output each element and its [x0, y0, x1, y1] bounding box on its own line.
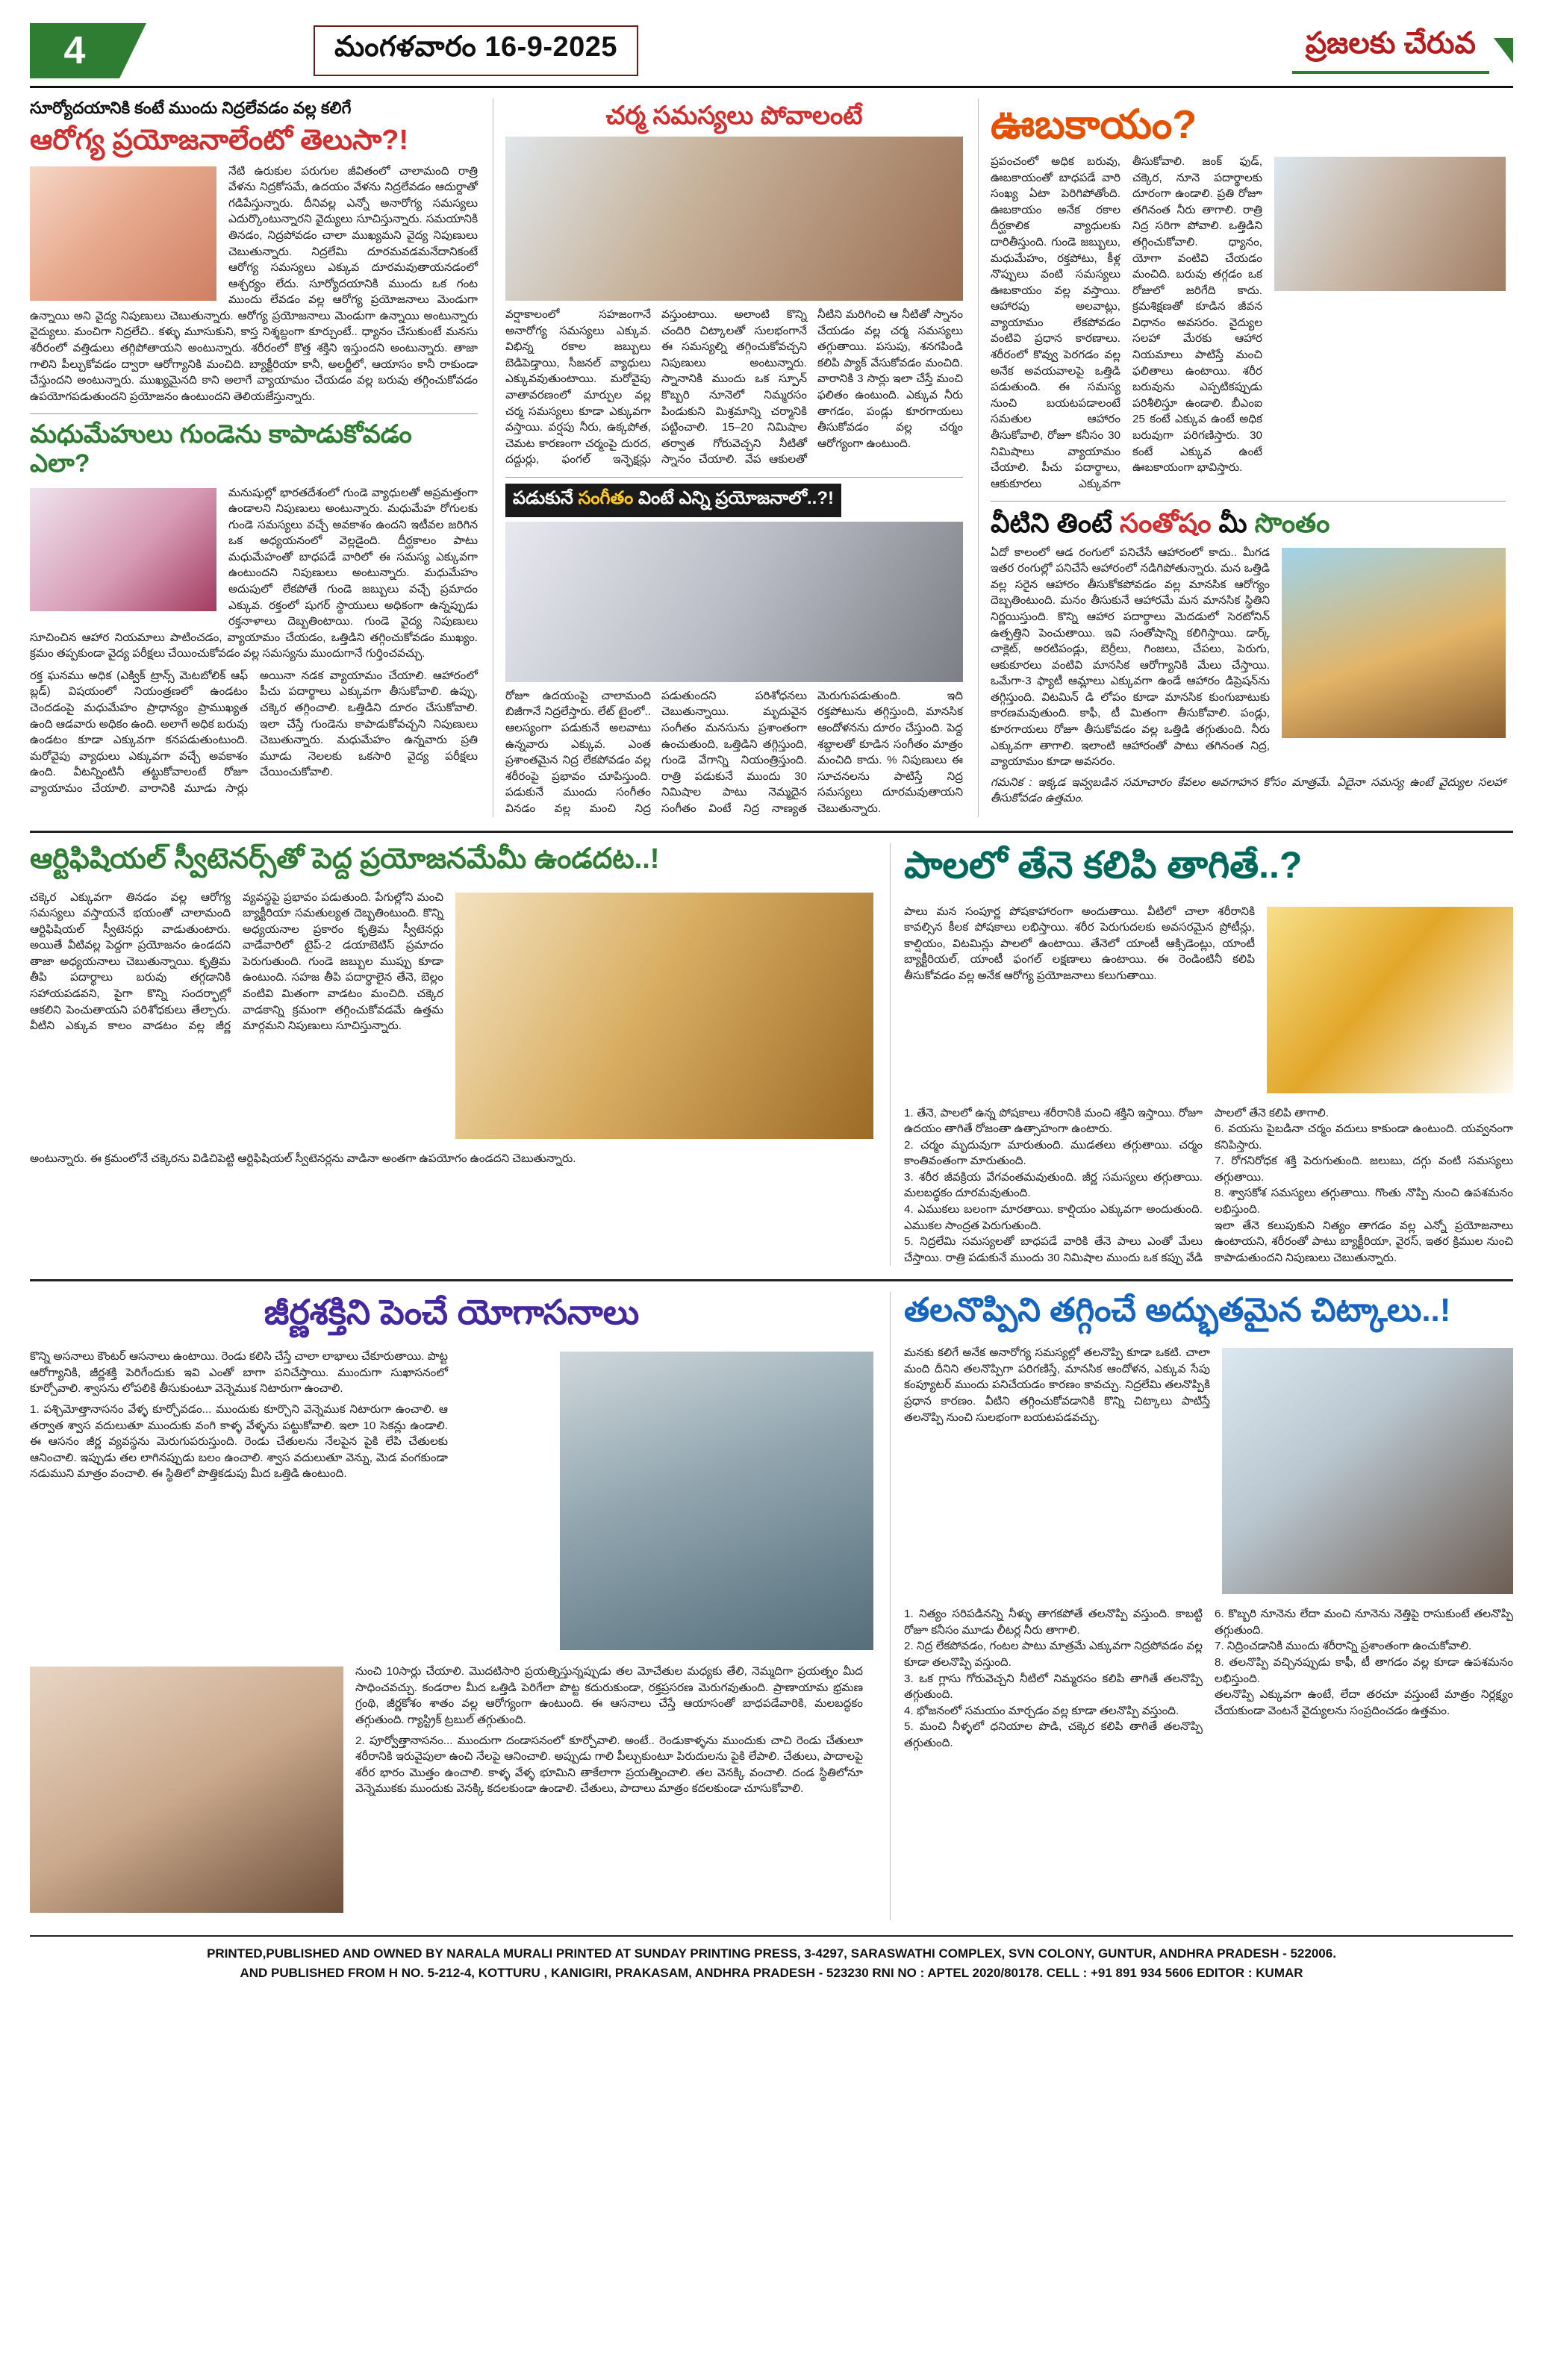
column-middle: [493, 99, 963, 817]
diabetes-headline: మధుమేహులు గుండెను కాపాడుకోవడం ఎలా?: [30, 420, 412, 478]
happy-body: ఏదో కాలంలో ఆడ రంగులో పనిచేసే ఆహారంలో కాదు.. మీగడ ఇతర రంగుల్లో పనిచేసే ఆహారంలో నడిగిపోతున్నారు. మన ఒత్తిడి వల్ల సరైన ఆహారం తీసుకోకపోవడం వల్ల మానసిక ఆరోగ్యం దెబ్బతింటుంది. మనం తీసుకునే ఆహారమే మన మానసిక స్థితిని నిర్ణయిస్తుంది. కొన్ని ఆహార పదార్థాలు మెదడులో సెరటోనిన్ ఉత్పత్తిని పెంచుతాయి. ఇవి సంతోషాన్ని కలిగిస్తాయి. డార్క్ చాక్లెట్, అరటిపండ్లు, బెర్రీలు, గింజలు, చేపలు, పెరుగు, ఆకుకూరలు వంటివి మానసిక ఆరోగ్యానికి మేలు చేస్తాయి. ఒమేగా-3 ఫ్యాటీ ఆమ్లాలు ఎక్కువగా ఉండే ఆహారం డిప్రెషన్‌ను తగ్గిస్తుంది. విటమిన్ డి లోపం కూడా మానసిక కుంగుబాటుకు కారణమవుతుంది. కాఫీ, టీ మితంగా తీసుకోవాలి. పండ్లు, కూరగాయలు రోజూ తీసుకోవడం వల్ల ఒత్తిడి తగ్గుతుంది. నీరు ఎక్కువగా తాగాలి. ఇలాంటి ఆహారంతో పాటు తగినంత నిద్ర, వ్యాయామం కూడా అవసరం.: [991, 546, 1270, 769]
obesity-body: ప్రపంచంలో అధిక బరువు, ఊబకాయంతో బాధపడే వారి సంఖ్య ఏటా పెరిగిపోతోంది. ఊబకాయం అనేక రకాల దీర్ఘకాలిక వ్యాధులకు దారితీస్తుంది. గుండె జబ్బులు, మధుమేహం, రక్తపోటు, కీళ్ల నొప్పులు వంటి సమస్యలు ఊబకాయం వల్ల వస్తాయి. ఆహారపు అలవాట్లు, వ్యాయామం లేకపోవడం వంటివి ప్రధాన కారణాలు. శరీరంలో కొవ్వు పెరగడం వల్ల అనేక అవయవాలపై ఒత్తిడి పడుతుంది. ఈ సమస్య నుంచి బయటపడాలంటే సమతుల ఆహారం తీసుకోవాలి, రోజూ కనీసం 30 నిమిషాలు వ్యాయామం చేయాలి. పీచు పదార్థాలు, ఆకుకూరలు ఎక్కువగా తీసుకోవాలి. జంక్ ఫుడ్, చక్కెర, నూనె పదార్థాలకు దూరంగా ఉండాలి. ప్రతి రోజూ తగినంత నీరు తాగాలి. రాత్రి నిద్ర సరిగా పోవాలి. ఒత్తిడిని తగ్గించుకోవాలి. ధ్యానం, యోగా వంటివి చేయడం మంచిది. బరువు తగ్గడం ఒక రోజులో జరిగేది కాదు. క్రమశిక్షణతో కూడిన జీవన విధానం అవసరం. వైద్యుల సలహా మేరకు ఆహార నియమాలు పాటిస్తే మంచి ఫలితాలు ఉంటాయి. శరీర బరువును ఎప్పటికప్పుడు పరిశీలిస్తూ ఉండాలి. బీఎంఐ 25 కంటే ఎక్కువ ఉంటే అధిక బరువుగా పరిగణిస్తారు. 30 కంటే ఎక్కువ ఉంటే ఊబకాయంగా భావిస్తారు.: [991, 155, 1262, 490]
article-headache: [890, 1292, 1513, 1920]
honey-point: 2. చర్మం మృదువుగా మారుతుంది. ముడతలు తగ్గుతాయి. చర్మం కాంతివంతంగా మారుతుంది.: [904, 1138, 1203, 1168]
sunrise-headline: ఆరోగ్య ప్రయోజనాలేంటో తెలుసా?!: [30, 125, 409, 156]
yoga-point: 2. పూర్వోత్తానాసనం... ముందుగా దండాసనంలో కూర్చోవాలి. అంటే.. రెండుకాళ్ళను ముందుకు చాచి రెండు చేతులూ శరీరానికి ఇరువైపులా ఉంచి నేలపై ఆనించాలి. అప్పుడు గాలి పీల్చుకుంటూ పిరుదులను పైకి లేపాలి. చేతులు, పాదాలపై శరీర భారం మొత్తం ఉంచాలి. కాళ్ళ వేళ్ళ భూమిని తాకేలాగా ప్రయత్నించాలి. తల వెనక్కి వంచాలి. దండ స్థితిలోనూ వెన్నెముకకు ముందుకు వెనక్కి కదలకుండా ఉండాలి. చేతులు, పాదాలు మాత్రం కదలకుండా చూసుకోవాలి.: [355, 1734, 863, 1796]
music-head-highlight: సంగీతం: [578, 487, 634, 508]
headache-point: 1. నిత్యం సరిపడినన్ని నీళ్ళు తాగకపోతే తలనొప్పి వస్తుంది. కాబట్టి రోజూ కనీసం మూడు లీటర్ల నీరు తాగాలి.: [904, 1608, 1203, 1637]
headache-headline: తలనొప్పిని తగ్గించే అద్భుతమైన చిట్కాలు..!: [904, 1292, 1451, 1329]
divider-3: [991, 501, 1506, 502]
sunrise-photo: [30, 166, 216, 301]
music-head-part1: పడుకునే: [513, 487, 579, 508]
diabetes-body-2: రక్త ఘనము అధిక (ఎక్విక్ ట్రాన్స్ మెటబోలిక్ ఆఫ్ బ్లడ్) విషయంలో నియంత్రణలో ఉండటం చెందడంపై మధుమేహం ప్రాధాన్యం ప్రాముఖ్యత ఉంది ఆడవారు అధికం ఉంది. అలాగే అధిక బరువు ఉండటం కూడా ఎక్కువగా కనపడుతుంటుంది. మరోవైపు వ్యాధులు ఎక్కువగా వచ్చే అవకాశం ఉంది. వీటన్నింటినీ తట్టుకోవాలంటే రోజూ వ్యాయామం చేయాలి. వారానికి మూడు సార్లు అయినా నడక వ్యాయామం చేయాలి. ఆహారంలో పీచు పదార్థాలు ఎక్కువగా తీసుకోవాలి. ఉప్పు, చక్కెర తగ్గించాలి. ఒత్తిడిని దూరం చేసుకోవాలి. ఇలా చేస్తే గుండెను కాపాడుకోవచ్చని నిపుణులు చెబుతున్నారు. మధుమేహం ఉన్నవారు ప్రతి మూడు నెలలకు ఒకసారి వైద్య పరీక్షలు చేయించుకోవాలి.: [30, 669, 478, 795]
article-music: [505, 484, 963, 817]
article-sunrise: [30, 99, 478, 405]
honey-headline: పాలలో తేనె కలిపి తాగితే..?: [904, 843, 1303, 886]
music-headline: [505, 484, 841, 517]
headache-point: 4. భోజనంలో సమయం మార్చడం వల్ల కూడా తలనొప్పి వస్తుంది.: [904, 1704, 1179, 1717]
sweeteners-body: చక్కెర ఎక్కువగా తినడం వల్ల ఆరోగ్య సమస్యలు వస్తాయనే భయంతో చాలామంది ఆర్టిఫిషియల్ స్వీటెనర్లు వాడుతుంటారు. అయితే వీటివల్ల పెద్దగా ప్రయోజనం ఉండదని తాజా అధ్యయనాలు చెబుతున్నాయి. కృత్రిమ తీపి పదార్థాలు బరువు తగ్గడానికి సహాయపడవని, పైగా కొన్ని సందర్భాల్లో ఆకలిని పెంచుతాయని పరిశోధకులు తేల్చారు. వీటిని ఎక్కువ కాలం వాడటం వల్ల జీర్ణ వ్యవస్థపై ప్రభావం పడుతుంది. పేగుల్లోని మంచి బ్యాక్టీరియా సమతుల్యత దెబ్బతింటుంది. కొన్ని అధ్యయనాల ప్రకారం కృత్రిమ స్వీటెనర్లు వాడేవారిలో టైప్-2 డయాబెటిస్ ప్రమాదం పెరుగుతుంది. గుండె జబ్బుల ముప్పు కూడా ఉంటుంది. సహజ తీపి పదార్థాలైన తేనె, బెల్లం వంటివి మితంగా వాడటం మంచిది. చక్కెర వాడకాన్ని క్రమంగా తగ్గించుకోవడమే ఉత్తమ మార్గమని నిపుణులు సూచిస్తున్నారు.: [30, 890, 443, 1033]
page-footer: [30, 1935, 1513, 1994]
honey-body: పాలు మన సంపూర్ణ పోషకాహారంగా అందుతాయి. వీటిలో చాలా శరీరానికి కావల్సిన కీలక పోషకాలు లభిస్తాయి. శరీర పెరుగుదలకు అవసరమైన ప్రోటీన్లు, కాల్షియం, విటమిన్లు పాలలో ఉంటాయి. తేనెలో యాంటీ ఆక్సిడెంట్లు, యాంటీ బ్యాక్టీరియల్, యాంటీ ఫంగల్ లక్షణాలు ఉంటాయి. ఈ రెండింటినీ కలిపి తీసుకోవడం వల్ల అనేక ఆరోగ్య ప్రయోజనాలు కలుగుతాయి.: [904, 905, 1255, 982]
article-happy: [991, 507, 1506, 807]
yoga-body: కొన్ని అసనాలు కౌంటర్ ఆసనాలు ఉంటాయి. రెండు కలిసి చేస్తే చాలా లాభాలు చేకూరుతాయి. పొట్ట ఆరోగ్యానికి, జీర్ణశక్తి పెరిగేందుకు ఇవి ఎంతో బాగా పనిచేస్తాయి. ముందుగా సుఖాసనంలో కూర్చోవాలి. శ్వాసను లోపలికి తీసుకుంటూ వెన్నెముక నిటారుగా ఉంచాలి.: [30, 1350, 448, 1396]
honey-point: 4. ఎముకలు బలంగా మారతాయి. కాల్షియం ఎక్కువగా అందుతుంది. ఎముకల సాంద్రత పెరుగుతుంది.: [904, 1202, 1203, 1232]
happy-note: గమనిక : ఇక్కడ ఇవ్వబడిన సమాచారం కేవలం అవగాహన కోసం మాత్రమే. ఏదైనా సమస్య ఉంటే వైద్యుల సలహా తీసుకోవడం ఉత్తమం.: [991, 775, 1506, 805]
honey-body-tail: ఇలా తేనె కలుపుకుని నిత్యం తాగడం వల్ల ఎన్నో ప్రయోజనాలు ఉంటాయని, శరీరంతో పాటు బ్యాక్టీరియా, వైరస్, ఇతర క్రిముల నుంచి కాపాడుతుందని నిపుణులు చెబుతున్నారు.: [1215, 1219, 1513, 1264]
middle-section: [30, 831, 1513, 1266]
headache-point: 8. తలనొప్పి వచ్చినప్పుడు కాఫీ, టీ తాగడం వల్ల కూడా ఉపశమనం లభిస్తుంది.: [1215, 1656, 1513, 1685]
divider-1: [30, 413, 478, 414]
headache-point: 5. మంచి నీళ్ళలో ధనియాల పొడి, చక్కెర కలిపి తాగితే తలనొప్పి తగ్గుతుంది.: [904, 1720, 1203, 1749]
honey-point: 1. తేనె, పాలలో ఉన్న పోషకాలు శరీరానికి మంచి శక్తిని ఇస్తాయి. రోజూ ఉదయం తాగితే రోజంతా ఉత్సాహంగా ఉంటారు.: [904, 1106, 1203, 1136]
page-number: 4: [30, 23, 119, 78]
honey-point: 7. రోగనిరోధక శక్తి పెరుగుతుంది. జలుబు, దగ్గు వంటి సమస్యలు తగ్గుతాయి.: [1215, 1155, 1513, 1184]
headache-body-tail: తలనొప్పి ఎక్కువగా ఉంటే, లేదా తరచూ వస్తుంటే మాత్రం నిర్లక్ష్యం చేయకుండా వెంటనే వైద్యులను సంప్రదించడం ఉత్తమం.: [1215, 1688, 1513, 1717]
obesity-photo: [1274, 157, 1506, 291]
skin-headline: చర్మ సమస్యలు పోవాలంటే: [605, 101, 863, 130]
sunrise-kicker: సూర్యోదయానికి కంటే ముందు నిద్రలేవడం వల్ల కలిగే: [30, 99, 352, 117]
music-body: రోజూ ఉదయంపై చాలామంది బిజీగానే నిద్రలేస్తారు. లేట్ టైంలో.. ఆలస్యంగా పడుకునే అలవాటు ఉన్నవారు ఎక్కువ. ఎంత ప్రశాంతమైన నిద్ర లేకపోవడం వల్ల శరీరంపై ప్రభావం చూపిస్తుంది. పడుకునే ముందు సంగీతం వినడం వల్ల మంచి నిద్ర పడుతుందని పరిశోధనలు చెబుతున్నాయి. మృదువైన సంగీతం మనసును ప్రశాంతంగా ఉంచుతుంది, ఒత్తిడిని తగ్గిస్తుంది, గుండె వేగాన్ని నియంత్రిస్తుంది. రాత్రి పడుకునే ముందు 30 నిమిషాల పాటు నెమ్మదైన సంగీతం వింటే నిద్ర నాణ్యత మెరుగుపడుతుంది. ఇది రక్తపోటును తగ్గిస్తుంది, మానసిక ఆందోళనను దూరం చేస్తుంది. పెద్ద శబ్దాలతో కూడిన సంగీతం మాత్రం మంచిది కాదు. % నిపుణులు ఈ సూచనలను పాటిస్తే నిద్ర సమస్యలు దూరమవుతాయని చెబుతున్నారు.: [505, 689, 963, 815]
sunrise-body: నేటి ఉరుకుల పరుగుల జీవితంలో చాలామంది రాత్రి వేళను నిద్రకోసమే, ఉదయం వేళను నిద్రలేవడం ఆదుర్దాతో గడిపేస్తున్నారు. దీనివల్ల ఎన్నో అనారోగ్య సమస్యలు ఎదుర్కొంటున్నారని వైద్యులు సూచిస్తున్నారు. సమయానికి తినడం, నిద్రపోవడం చాలా ముఖ్యమని వైద్య నిపుణులు చెబుతున్నారు. నిద్రలేమి దూరమవడమనేదానికంటే ఆరోగ్య సమస్యలు ఎక్కువ దూరమవుతాయనడంలో ఆశ్చర్యం లేదు. సూర్యోదయానికి ముందు ఒక గంట ముందు లేవడం వల్ల ఆరోగ్య ప్రయోజనాలు మెండుగా ఉన్నాయి అని వైద్య నిపుణులు చెబుతున్నారు. ఆరోగ్య ప్రయోజనాలు మెండుగా ఉన్నాయి అంటున్నారు వైద్యులు. మంచిగా నిద్రలేచి.. కళ్ళు మూసుకుని, కాస్త నిశ్శబ్దంగా కూర్చుంటే.. ధ్యానం చేసుకుంటే మనసు శరీరంలో వత్తిడులు తగ్గిపోతాయని అంటున్నారు. శరీరంలో కొత్త శక్తిని ఇస్తుందని అంటున్నారు. తాజా గాలిని పీల్చుకోవడం ద్వారా ఆరోగ్యానికి మంచిది. బ్యాక్టీరియా కానీ, అలర్జీలో, ఆయాసం కానీ రాకుండా చేస్తుందని అంటున్నారు. ముఖ్యమైనది కాని అలాగే వ్యాయామం చేయడం వల్ల బరువు తగ్గించుకోవడం ఉపయోగపడుతుందని ప్రయోజనం ఉంటుందని తెలియజేస్తున్నారు.: [30, 164, 478, 403]
brand-logo: [1292, 27, 1513, 74]
happy-head-part1: వీటిని తింటే: [991, 507, 1120, 539]
column-right: [978, 99, 1506, 817]
happy-head-mid: మీ: [1211, 507, 1255, 539]
masthead: [30, 19, 1513, 88]
honey-points: [904, 1105, 1513, 1266]
music-photo: [505, 522, 963, 682]
happy-photo: [1282, 548, 1506, 738]
brand-name: ప్రజలకు చేరువ: [1292, 27, 1489, 74]
happy-head-red: సంతోషం: [1119, 507, 1212, 539]
top-section: [30, 99, 1513, 817]
footer-line-1: PRINTED,PUBLISHED AND OWNED BY NARALA MURALI PRINTED AT SUNDAY PRINTING PRESS, 3-4297, SARASWATHI COMPLEX, SVN COLONY, GUNTUR, ANDHRA PRADESH - 522006.: [207, 1946, 1336, 1961]
headache-points: [904, 1606, 1513, 1751]
sweeteners-body-tail: అంటున్నారు. ఈ క్రమంలోనే చక్కెరను విడిచిపెట్టి ఆర్టిఫిషియల్ స్వీటెనర్లను వాడినా అంతగా ఉపయోగం ఉండదని చెబుతున్నారు.: [30, 1152, 576, 1165]
yoga-photo-2: [30, 1667, 343, 1913]
bottom-section: [30, 1279, 1513, 1920]
diabetes-photo: [30, 488, 216, 611]
honey-point: 5. నిద్రలేమి సమస్యలతో బాధపడే వారికి తేనె పాలు ఎంతో మేలు చేస్తాయి. రాత్రి పడుకునే ముందు 30 నిమిషాల ముందు ఒక కప్పు వేడి పాలలో తేనె కలిపి తాగాలి.: [904, 1106, 1329, 1264]
publication-date: మంగళవారం 16-9-2025: [314, 25, 638, 76]
article-honey-milk: [890, 843, 1513, 1266]
sweeteners-headline: ఆర్టిఫిషియల్ స్వీటెనర్స్‌తో పెద్ద ప్రయోజనమేమీ ఉండదట..!: [30, 843, 660, 875]
yoga-point: 1. పశ్చిమోత్తానాసనం వేళ్ళ కూర్చోవడం... ముందుకు కూర్చొని వెన్నెముక నిటారుగా ఉంచాలి. ఆ తర్వాత శ్వాస వదులుతూ ముందుకు వంగి కాళ్ళ వేళ్ళను పట్టుకోవాలి. ఇలా 10 సెకన్లు ఉండాలి. ఈ ఆసనం జీర్ణ వ్యవస్థను మెరుగుపరుస్తుంది. రెండు చేతులను నేలపైన పైకి లేపి చేతులకు ఆనించాలి. ఇప్పుడు తల లాగినప్పుడు బలం ఉంచాలి. శ్వాస వదులుతూ వెన్ను, మెడ వంగకుండా నడుముని మాత్రం వంచాలి. ఈ స్థితిలో పొత్తికడుపు మీద ఒత్తిడి ఉంటుంది.: [30, 1403, 448, 1481]
skin-body: వర్షాకాలంలో సహజంగానే అనారోగ్య సమస్యలు ఎక్కువ. విభిన్న రకాల జబ్బులు బెడిపెడ్తాయి, సీజనల్ వ్యాధులు ఎక్కువవుతుంటాయి. మరోవైపు వాతావరణంలో మార్పుల వల్ల చర్మ సమస్యలు కూడా ఎక్కువగా వస్తాయి. వర్షపు నీరు, ఉక్కపోత, చెమట కారణంగా చర్మంపై దురద, దద్దుర్లు, ఫంగల్ ఇన్ఫెక్షన్లు వస్తుంటాయి. అలాంటి కొన్ని చందిరి చిట్కాలతో సులభంగానే ఈ సమస్యల్ని తగ్గించుకోవచ్చని నిపుణులు అంటున్నారు. స్నానానికి ముందు ఒక స్పూన్ కొబ్బరి నూనెలో నిమ్మరసం పిండుకుని మిశ్రమాన్ని చర్మానికి పట్టించాలి. 15–20 నిమిషాల తర్వాత గోరువెచ్చని నీటితో స్నానం చేయాలి. వేప ఆకులతో నీటిని మరిగించి ఆ నీటితో స్నానం చేయడం వల్ల చర్మ సమస్యలు తగ్గుతాయి. పసుపు, శనగపిండి కలిపి ప్యాక్ వేసుకోవడం మంచిది. వారానికి 3 సార్లు ఇలా చేస్తే మంచి ఫలితం ఉంటుంది. ఎక్కువ నీరు తాగడం, పండ్లు కూరగాయలు తీసుకోవడం వల్ల చర్మం ఆరోగ్యంగా ఉంటుంది.: [505, 308, 963, 466]
article-skin: [505, 101, 963, 468]
headache-photo: [1222, 1348, 1513, 1594]
honey-point: 6. వయసు పైబడినా చర్మం వదులు కాకుండా ఉంటుంది. యవ్వనంగా కనిపిస్తారు.: [1215, 1122, 1513, 1152]
honey-photo: [1267, 907, 1513, 1093]
footer-line-2: AND PUBLISHED FROM H NO. 5-212-4, KOTTURU , KANIGIRI, PRAKASAM, ANDHRA PRADESH - 523230 RNI NO : APTEL 2020/80178. CELL : +91 891 934 5606 EDITOR : KUMAR: [240, 1965, 1303, 1980]
article-obesity: [991, 101, 1506, 492]
yoga-headline: జీర్ణశక్తిని పెంచే యోగాసనాలు: [264, 1293, 640, 1332]
honey-point: 8. శ్వాసకోశ సమస్యలు తగ్గుతాయి. గొంతు నొప్పి నుంచి ఉపశమనం లభిస్తుంది.: [1215, 1187, 1513, 1216]
headache-body: మనకు కలిగే అనేక అనారోగ్య సమస్యల్లో తలనొప్పి కూడా ఒకటి. చాలా మంది దీనిని తలనొప్పిగా పరిగణిస్తే, మానసిక ఆందోళన, ఎక్కువ సేపు కంప్యూటర్ ముందు పనిచేయడం కారణం కావచ్చు. నిద్రలేమి తలనొప్పికి ప్రధాన కారణం. వీటిని తగ్గించుకోవడానికి కొన్ని చిట్కాలు పాటిస్తే తలనొప్పి నుంచి సులభంగా బయటపడవచ్చు.: [904, 1346, 1210, 1424]
headache-point: 3. ఒక గ్లాసు గోరువెచ్చని నీటిలో నిమ్మరసం కలిపి తాగితే తలనొప్పి తగ్గుతుంది.: [904, 1672, 1203, 1702]
diabetes-body: మనుషుల్లో భారతదేశంలో గుండె వ్యాధులతో అప్రమత్తంగా ఉండాలని నిపుణులు అంటున్నారు. మధుమేహ రోగులకు గుండె సమస్యలు వచ్చే అవకాశం ఉందని ఇటీవల జరిగిన ఒక అధ్యయనంలో వెల్లడైంది. దీర్ఘకాలం పాటు మధుమేహంతో బాధపడే వారిలో ఈ సమస్య ఎక్కువగా ఉంటుందని నిపుణులు అంటున్నారు. మధుమేహం అదుపులో లేకపోతే గుండె జబ్బులు వచ్చే ప్రమాదం ఎక్కువ. రక్తంలో షుగర్ స్థాయులు అధికంగా ఉన్నప్పుడు రక్తనాళాలు దెబ్బతింటాయి. గుండె వైద్య నిపుణులు సూచించిన ఆహార నియమాలు పాటించడం, వ్యాయామం చేయడం, ఒత్తిడిని తగ్గించుకోవడం ముఖ్యం. క్రమం తప్పకుండా వైద్య పరీక్షలు చేయించుకోవడం వల్ల సమస్యను ముందుగానే గుర్తించవచ్చు.: [30, 486, 478, 660]
yoga-point: నుంచి 10సార్లు చేయాలి. మొదటిసారి ప్రయత్నిస్తున్నప్పుడు తల మోచేతుల మధ్యకు తేలి, నెమ్మదిగా ప్రయత్నం మీద సాధించవచ్చు. కండరాల మీద ఒత్తిడి పెరిగేలా పొట్ట కదురుకుండా, రక్తప్రసరణ మెరుగవుతుంది. ప్రాణాయామ భ్రమణ గ్రంథి, జీర్ణకోశం శాతం వల్ల ఆరోగ్యంగా ఉంటుంది. ఈ ఆసనాలు చేస్తే ఆయాసంతో బాధపడేవారికి, మలబద్ధకం తగ్గుతుంది. గ్యాస్ట్రిక్ ట్రబుల్ తగ్గుతుంది.: [355, 1665, 863, 1727]
headache-point: 6. కొబ్బరి నూనెను లేదా మంచి నూనెను నెత్తిపై రాసుకుంటే తలనొప్పి తగ్గుతుంది.: [1215, 1608, 1513, 1637]
headache-point: 2. నిద్ర లేకపోవడం, గంటల పాటు మాత్రమే ఎక్కువగా నిద్రపోవడం వల్ల కూడా తలనొప్పి వస్తుంది.: [904, 1640, 1203, 1670]
article-sweeteners: [30, 843, 873, 1266]
brand-triangle-icon: [1494, 38, 1513, 63]
divider-2: [505, 477, 963, 478]
skin-photo: [505, 137, 963, 301]
happy-head-green: సొంతం: [1254, 507, 1330, 539]
obesity-headline: ఊబకాయం?: [991, 102, 1197, 147]
sweeteners-photo: [455, 893, 873, 1139]
yoga-photo-1: [560, 1352, 873, 1650]
headache-point: 7. నిద్రించడానికి ముందు శరీరాన్ని ప్రశాంతంగా ఉంచుకోవాలి.: [1215, 1640, 1472, 1653]
honey-point: 3. శరీర జీవక్రియ వేగవంతమవుతుంది. జీర్ణ సమస్యలు తగ్గుతాయి. మలబద్ధకం దూరమవుతుంది.: [904, 1170, 1203, 1200]
music-head-part2: వింటే ఎన్ని ప్రయోజనాలో..?!: [633, 487, 834, 508]
article-yoga: [30, 1292, 873, 1920]
column-left: [30, 99, 478, 817]
happy-headline: [991, 507, 1506, 538]
article-diabetes: [30, 420, 478, 796]
